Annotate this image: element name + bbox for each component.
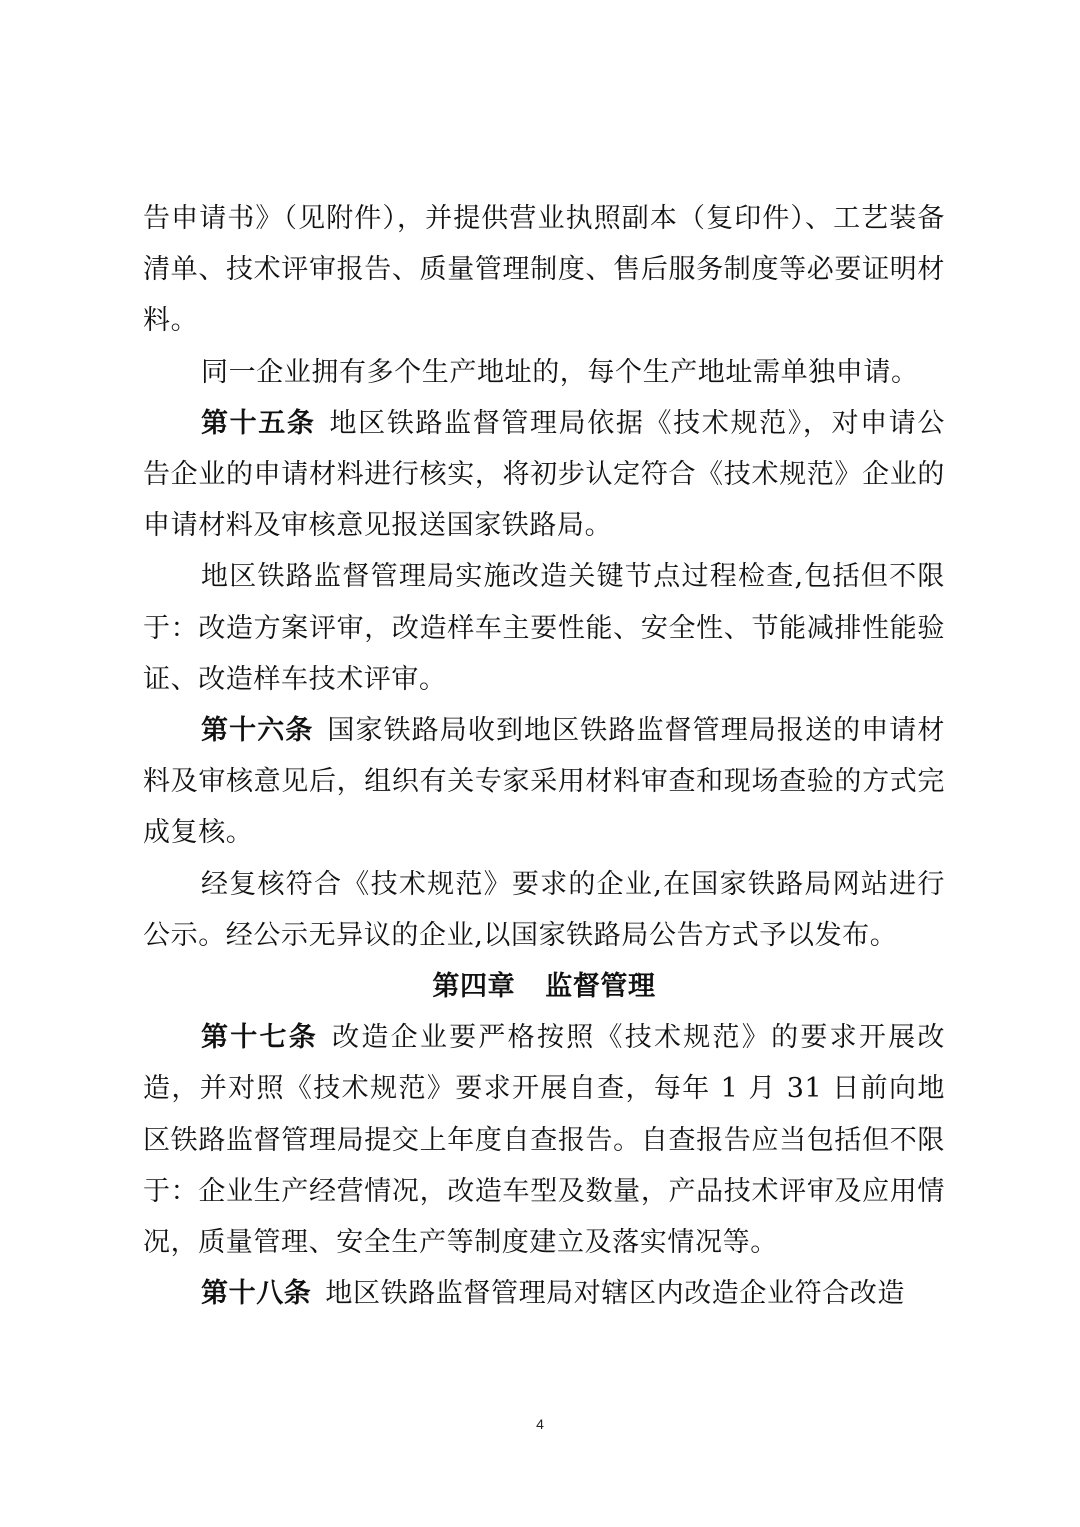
article-16-label: 第十六条 — [201, 715, 314, 747]
chapter-heading — [143, 961, 945, 1012]
article-16-text: 国家铁路局收到地区铁路监督管理局报送的申请材料及审核意见后，组织有关专家采用材料审查和现场查验的方式完成复核。 — [143, 715, 945, 849]
article-15-text: 地区铁路监督管理局依据《技术规范》，对申请公告企业的申请材料进行核实，将初步认定符合《技术规范》企业的申请材料及审核意见报送国家铁路局。 — [143, 407, 945, 542]
paragraph-publication: 经复核符合《技术规范》要求的企业,在国家铁路局网站进行公示。经公示无异议的企业,以国家铁路局公告方式予以发布。 — [143, 868, 945, 951]
article-15-label: 第十五条 — [201, 407, 316, 439]
article-17-label: 第十七条 — [201, 1022, 319, 1054]
document-body — [143, 193, 945, 1319]
article-16 — [143, 705, 945, 859]
chapter-title: 监督管理 — [545, 971, 656, 1003]
article-18 — [143, 1268, 945, 1319]
chapter-number: 第四章 — [432, 971, 516, 1003]
article-17-text: 改造企业要严格按照《技术规范》的要求开展改造，并对照《技术规范》要求开展自查，每年 1 月 31 日前向地区铁路监督管理局提交上年度自查报告。自查报告应当包括但不限于：企业生产经营情况，改造车型及数量，产品技术评审及应用情况，质量管理、安全生产等制度建立及落实情况等。 — [143, 1022, 945, 1259]
paragraph-application-materials: 告申请书》（见附件），并提供营业执照副本（复印件）、工艺装备清单、技术评审报告、质量管理制度、售后服务制度等必要证明材料。 — [143, 203, 945, 337]
paragraph-multiple-addresses: 同一企业拥有多个生产地址的，每个生产地址需单独申请。 — [201, 356, 919, 388]
article-18-text: 地区铁路监督管理局对辖区内改造企业符合改造 — [325, 1278, 906, 1310]
page-number: 4 — [536, 1416, 544, 1432]
article-17 — [143, 1012, 945, 1268]
paragraph-process-inspection: 地区铁路监督管理局实施改造关键节点过程检查,包括但不限于：改造方案评审，改造样车主要性能、安全性、节能减排性能验证、改造样车技术评审。 — [143, 561, 945, 695]
article-15 — [143, 398, 945, 552]
article-18-label: 第十八条 — [201, 1278, 312, 1310]
